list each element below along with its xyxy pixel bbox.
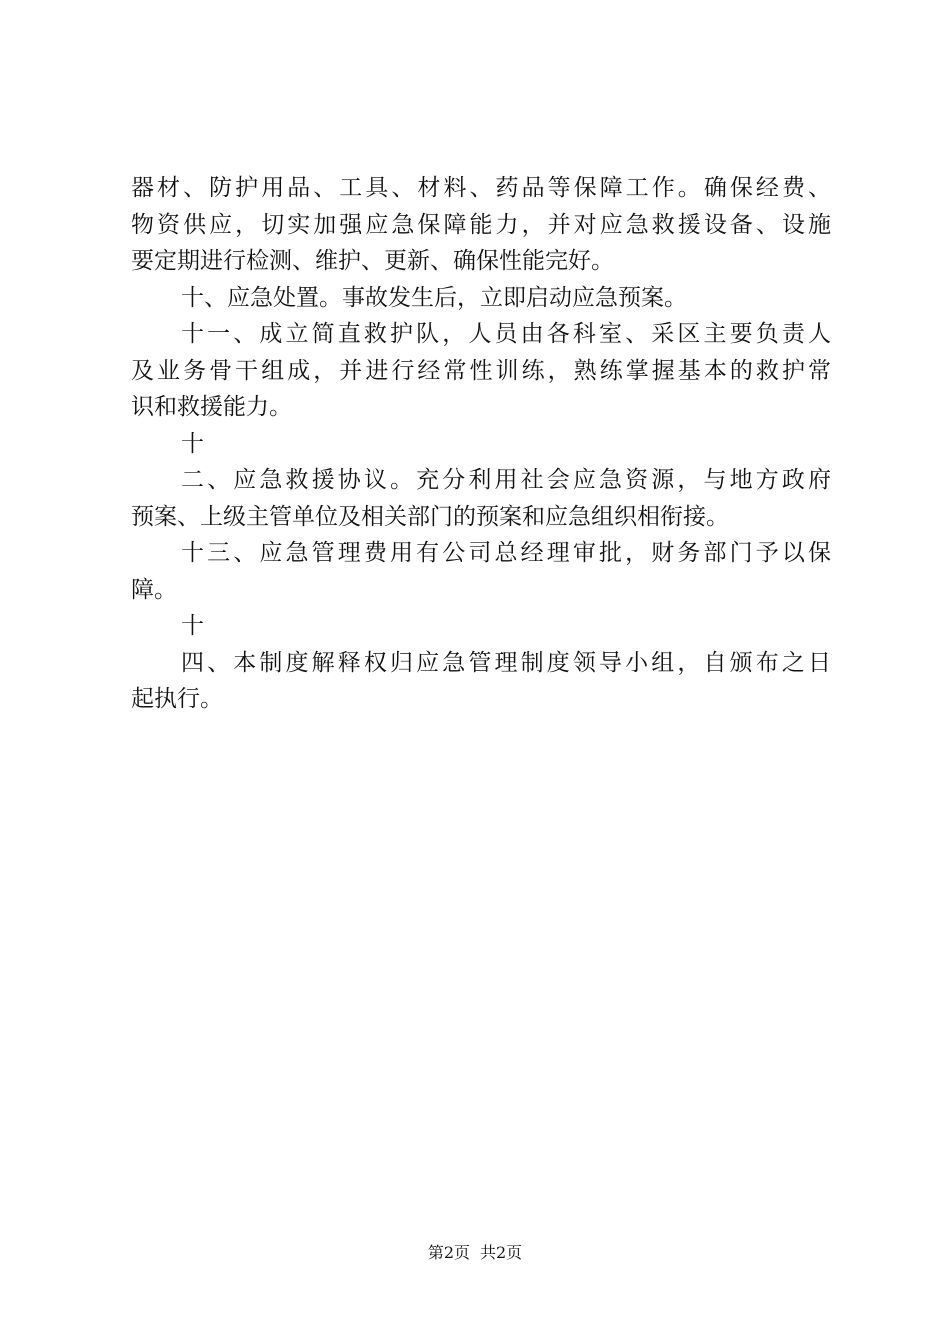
text-line: 物资供应，切实加强应急保障能力，并对应急救援设备、设施 xyxy=(131,211,831,238)
text-line: 十三、应急管理费用有公司总经理审批，财务部门予以保 xyxy=(181,540,831,566)
current-page-label: 第2页 xyxy=(427,1243,470,1262)
text-line: 障。 xyxy=(131,576,177,603)
text-line: 要定期进行检测、维护、更新、确保性能完好。 xyxy=(131,248,614,274)
text-line: 预案、上级主管单位及相关部门的预案和应急组织相衔接。 xyxy=(131,503,729,530)
document-body xyxy=(131,170,831,718)
text-line: 十 xyxy=(181,613,204,639)
page-footer xyxy=(0,1243,950,1263)
text-line: 及业务骨干组成，并进行经常性训练，熟练掌握基本的救护常 xyxy=(131,357,831,384)
text-line: 识和救援能力。 xyxy=(131,394,292,420)
text-line: 器材、防护用品、工具、材料、药品等保障工作。确保经费、 xyxy=(131,175,831,201)
text-line: 二、应急救援协议。充分利用社会应急资源，与地方政府 xyxy=(181,467,831,493)
total-pages-label: 共2页 xyxy=(480,1243,523,1262)
text-line: 起执行。 xyxy=(131,686,223,712)
text-line: 十 xyxy=(181,430,204,457)
text-line: 十、应急处置。事故发生后，立即启动应急预案。 xyxy=(181,284,687,311)
text-line: 四、本制度解释权归应急管理制度领导小组，自颁布之日 xyxy=(181,649,831,676)
text-line: 十一、成立简直救护队，人员由各科室、采区主要负责人 xyxy=(181,321,831,347)
